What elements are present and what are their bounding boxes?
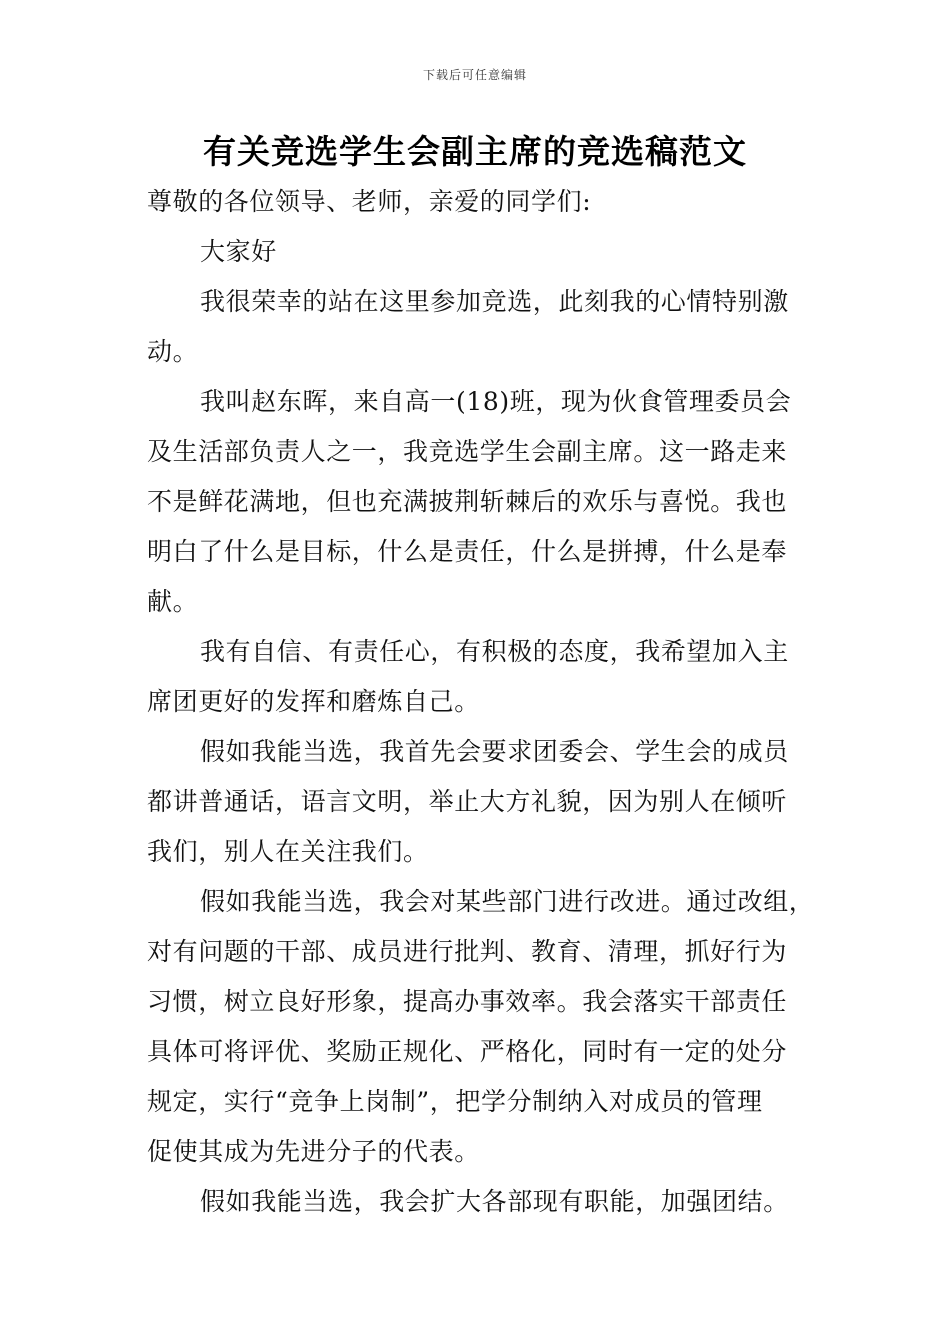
- text-line: 及生活部负责人之一，我竞选学生会副主席。这一路走来: [147, 437, 788, 466]
- text-line: 我有自信、有责任心，有积极的态度，我希望加入主: [200, 637, 789, 666]
- text-line: 都讲普通话，语言文明，举止大方礼貌，因为别人在倾听: [147, 787, 788, 816]
- text-line: 假如我能当选，我会扩大各部现有职能，加强团结。: [200, 1187, 789, 1216]
- text-line: 我叫赵东晖，来自高一(18)班，现为伙食管理委员会: [200, 387, 792, 416]
- text-line: 尊敬的各位领导、老师，亲爱的同学们:: [147, 187, 592, 216]
- text-line: 献。: [147, 587, 199, 616]
- text-line: 席团更好的发挥和磨炼自己。: [147, 687, 480, 716]
- text-line: 习惯，树立良好形象，提高办事效率。我会落实干部责任: [147, 987, 788, 1016]
- text-line: 假如我能当选，我会对某些部门进行改进。通过改组，: [200, 887, 815, 916]
- text-line: 明白了什么是目标，什么是责任，什么是拼搏，什么是奉: [147, 537, 788, 566]
- header-note: 下载后可任意编辑: [422, 68, 527, 82]
- text-line: 我很荣幸的站在这里参加竞选，此刻我的心情特别激: [200, 287, 789, 316]
- text-line: 假如我能当选，我首先会要求团委会、学生会的成员: [200, 737, 789, 766]
- document-body: [147, 177, 817, 1227]
- text-line: 动。: [147, 337, 199, 366]
- text-line: 具体可将评优、奖励正规化、严格化，同时有一定的处分: [147, 1037, 788, 1066]
- text-line: 对有问题的干部、成员进行批判、教育、清理，抓好行为: [147, 937, 788, 966]
- text-line: 促使其成为先进分子的代表。: [147, 1137, 480, 1166]
- text-line: 大家好: [200, 237, 277, 266]
- text-line: 不是鲜花满地，但也充满披荆斩棘后的欢乐与喜悦。我也: [147, 487, 788, 516]
- text-line: 规定，实行“竞争上岗制”，把学分制纳入对成员的管理: [147, 1087, 763, 1116]
- document-title: 有关竞选学生会副主席的竞选稿范文: [203, 132, 747, 171]
- text-line: 我们，别人在关注我们。: [147, 837, 429, 866]
